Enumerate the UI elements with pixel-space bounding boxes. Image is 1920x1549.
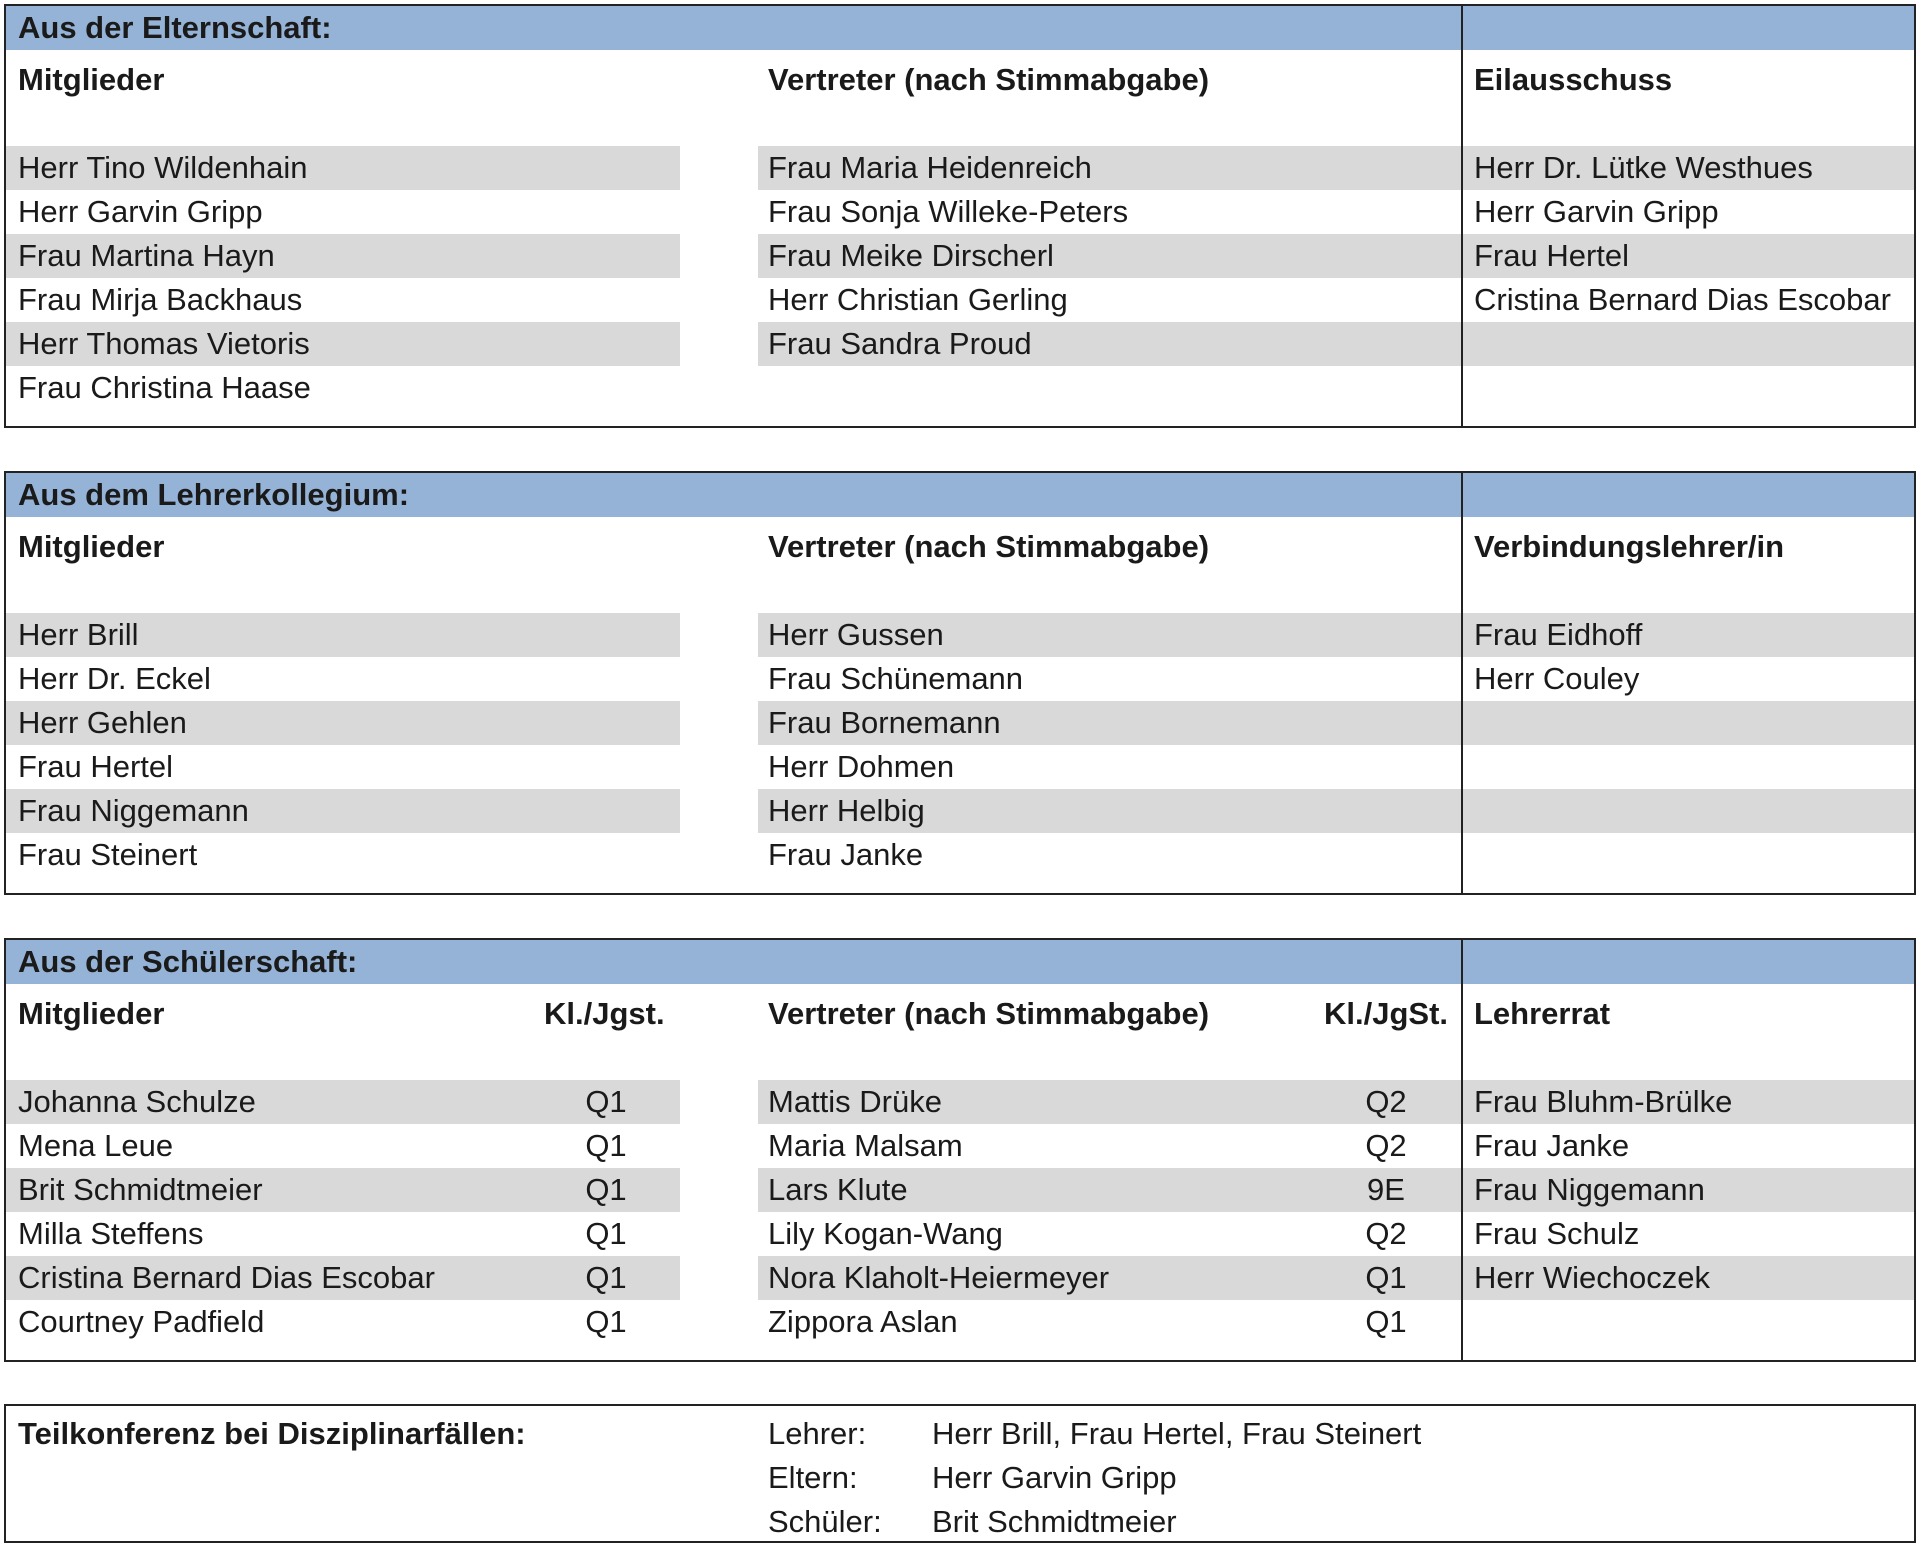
lehrerrat-name: Frau Schulz (1474, 1216, 1640, 1251)
member-name: Frau Niggemann (18, 793, 249, 828)
deputy-class: Q1 (1365, 1260, 1407, 1295)
col-header-vertreter: Vertreter (nach Stimmabgabe) (768, 529, 1210, 564)
verbindungslehrer-name: Herr Couley (1474, 661, 1640, 696)
teilkonferenz-value-eltern: Herr Garvin Gripp (932, 1460, 1177, 1495)
col-header-eilausschuss: Eilausschuss (1474, 62, 1673, 97)
member-name: Brit Schmidtmeier (18, 1172, 263, 1207)
deputy-name: Nora Klaholt-Heiermeyer (768, 1260, 1110, 1295)
member-name: Courtney Padfield (18, 1304, 265, 1339)
member-class: Q1 (585, 1304, 627, 1339)
col-header-lehrerrat: Lehrerrat (1474, 996, 1611, 1031)
section-title: Aus der Elternschaft: (18, 10, 332, 45)
deputy-name: Frau Meike Dirscherl (768, 238, 1054, 273)
col-header-klasse-vertreter: Kl./JgSt. (1324, 996, 1449, 1031)
elternschaft-section (4, 4, 1916, 428)
deputy-name: Frau Janke (768, 837, 924, 872)
col-header-vertreter: Vertreter (nach Stimmabgabe) (768, 996, 1210, 1031)
lehrerrat-name: Frau Bluhm-Brülke (1474, 1084, 1733, 1119)
member-class: Q1 (585, 1128, 627, 1163)
deputy-name: Frau Bornemann (768, 705, 1001, 740)
deputy-name: Mattis Drüke (768, 1084, 942, 1119)
member-class: Q1 (585, 1216, 627, 1251)
member-name: Herr Gehlen (18, 705, 187, 740)
teilkonferenz-value-lehrer: Herr Brill, Frau Hertel, Frau Steinert (932, 1416, 1422, 1451)
member-name: Herr Garvin Gripp (18, 194, 263, 229)
row-stripe (1463, 701, 1914, 745)
lehrerrat-name: Herr Wiechoczek (1474, 1260, 1710, 1295)
member-name: Mena Leue (18, 1128, 174, 1163)
deputy-class: 9E (1367, 1172, 1405, 1207)
deputy-name: Herr Gussen (768, 617, 944, 652)
deputy-class: Q2 (1365, 1128, 1407, 1163)
lehrerrat-name: Frau Janke (1474, 1128, 1630, 1163)
section-title: Teilkonferenz bei Disziplinarfällen: (18, 1416, 526, 1451)
col-header-klasse: Kl./Jgst. (544, 996, 665, 1031)
teilkonferenz-section (4, 1404, 1916, 1543)
deputy-name: Frau Schünemann (768, 661, 1024, 696)
deputy-name: Frau Sonja Willeke-Peters (768, 194, 1129, 229)
col-header-mitglieder: Mitglieder (18, 996, 165, 1031)
teilkonferenz-label-schueler: Schüler: (768, 1504, 882, 1539)
member-class: Q1 (585, 1260, 627, 1295)
deputy-name: Lars Klute (768, 1172, 908, 1207)
member-name: Frau Christina Haase (18, 370, 311, 405)
deputy-class: Q2 (1365, 1216, 1407, 1251)
eilausschuss-name: Herr Garvin Gripp (1474, 194, 1719, 229)
deputy-name: Frau Sandra Proud (768, 326, 1032, 361)
deputy-name: Herr Dohmen (768, 749, 955, 784)
deputy-name: Herr Christian Gerling (768, 282, 1068, 317)
member-name: Herr Dr. Eckel (18, 661, 211, 696)
lehrerrat-name: Frau Niggemann (1474, 1172, 1705, 1207)
member-name: Frau Martina Hayn (18, 238, 275, 273)
deputy-class: Q2 (1365, 1084, 1407, 1119)
eilausschuss-name: Cristina Bernard Dias Escobar (1474, 282, 1891, 317)
member-name: Frau Mirja Backhaus (18, 282, 303, 317)
eilausschuss-name: Frau Hertel (1474, 238, 1630, 273)
member-name: Herr Brill (18, 617, 139, 652)
deputy-name: Herr Helbig (768, 793, 925, 828)
col-header-mitglieder: Mitglieder (18, 529, 165, 564)
deputy-name: Zippora Aslan (768, 1304, 958, 1339)
member-name: Frau Steinert (18, 837, 198, 872)
member-name: Frau Hertel (18, 749, 174, 784)
col-header-verbindungslehrer: Verbindungslehrer/in (1474, 529, 1785, 564)
section-title: Aus der Schülerschaft: (18, 944, 358, 979)
teilkonferenz-label-eltern: Eltern: (768, 1460, 858, 1495)
deputy-name: Maria Malsam (768, 1128, 963, 1163)
schuelerschaft-section (4, 938, 1916, 1362)
col-header-mitglieder: Mitglieder (18, 62, 165, 97)
section-title: Aus dem Lehrerkollegium: (18, 477, 410, 512)
teilkonferenz-label-lehrer: Lehrer: (768, 1416, 867, 1451)
row-stripe (1463, 322, 1914, 366)
member-name: Herr Tino Wildenhain (18, 150, 308, 185)
member-name: Cristina Bernard Dias Escobar (18, 1260, 435, 1295)
member-name: Milla Steffens (18, 1216, 204, 1251)
member-class: Q1 (585, 1084, 627, 1119)
deputy-name: Frau Maria Heidenreich (768, 150, 1092, 185)
member-class: Q1 (585, 1172, 627, 1207)
col-header-vertreter: Vertreter (nach Stimmabgabe) (768, 62, 1210, 97)
verbindungslehrer-name: Frau Eidhoff (1474, 617, 1643, 652)
deputy-name: Lily Kogan-Wang (768, 1216, 1003, 1251)
teilkonferenz-value-schueler: Brit Schmidtmeier (932, 1504, 1177, 1539)
member-name: Johanna Schulze (18, 1084, 256, 1119)
lehrerkollegium-section (4, 471, 1916, 895)
row-stripe (1463, 789, 1914, 833)
member-name: Herr Thomas Vietoris (18, 326, 310, 361)
deputy-class: Q1 (1365, 1304, 1407, 1339)
eilausschuss-name: Herr Dr. Lütke Westhues (1474, 150, 1813, 185)
